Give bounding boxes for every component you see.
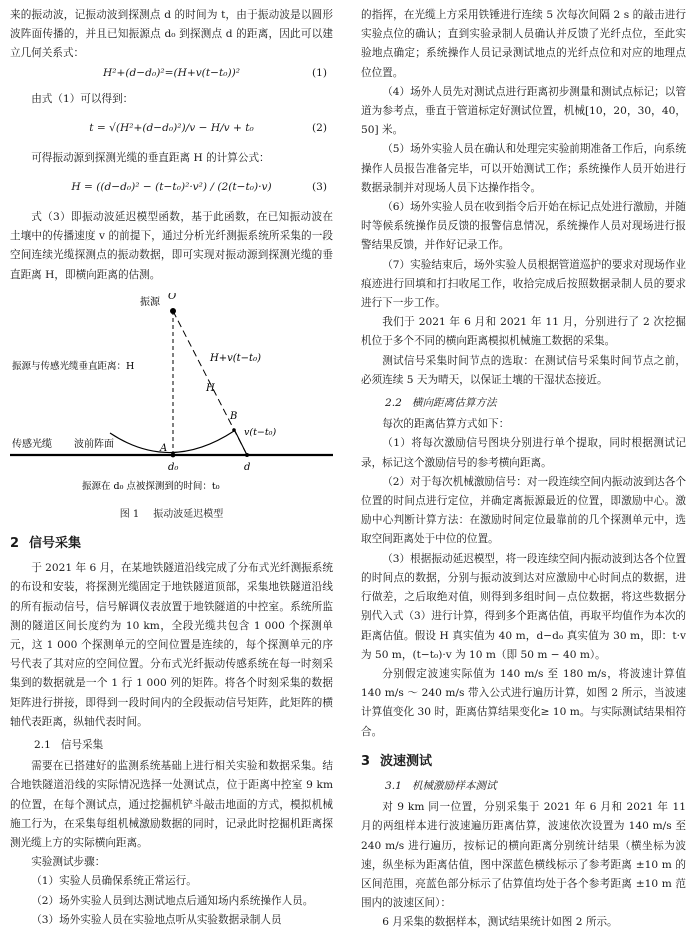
- equation-2-body: t = √(H²+(d−d₀)²)/v − H/v + t₀: [89, 121, 254, 134]
- speed-paragraph: 分别假定波速实际值为 140 m/s 至 180 m/s，将波速计算值 140 m/s ～ 240 m/s 带入公式进行遍历计算，如图 2 所示，当波速计算值变化 30 时，距离估算结果变化≥ 10 m。与实际测试结果相符合。: [361, 667, 686, 738]
- section-2-number: 2: [10, 536, 20, 552]
- timing-paragraph: 测试信号采集时间节点的选取：在测试信号采集时间节点之前，必须连续 5 天为晴天，以保证土壤的干湿状态接近。: [361, 354, 686, 386]
- intro-paragraph: 来的振动波，记振动波到探测点 d 的时间为 t，由于振动波是以圆形波阵面传播的，并且已知振源点 d₀ 到探测点 d 的距离，因此可以建立几何关系式：: [10, 9, 333, 60]
- step-2: （2）场外实验人员到达测试地点后通知场内系统操作人员。: [31, 894, 314, 907]
- figure-1-caption-text: 振动波延迟模型: [153, 508, 224, 520]
- point-a: [171, 452, 176, 457]
- delay-model-diagram: [10, 293, 333, 503]
- step-1: （1）实验人员确保系统正常运行。: [31, 875, 197, 888]
- section-2-paragraph: 于 2021 年 6 月，在某地铁隧道沿线完成了分布式光纤测振系统的布设和安装，将探测光缆固定于地铁隧道顶部，采集地铁隧道沿线的所有振动信号，信号解调仪表放置于地铁隧道的中控室。系统所监测的隧道区间长度约为 10 km，全段光缆共包含 1 000 个探测单元，这 1 000 个探测单元的空间位置是连续的，每个探测单元的序号代表了其对应的空间位置。分布式光纤振动传感系统在每一时刻采集到的数据就是一个 1 行 1 000 列的矩阵。将各个时刻采集的数据矩阵进行拼接，即得到一段时间内的全段振动信号矩阵，此矩阵的横轴代表距离，纵轴代表时间。: [10, 562, 333, 728]
- figure-1-caption-number: 图 1: [119, 508, 140, 520]
- section-2-2-title: 横向距离估算方法: [411, 397, 497, 410]
- source-point: [170, 308, 176, 314]
- collection-paragraph: 我们于 2021 年 6 月和 2021 年 11 月，分别进行了 2 次挖掘机位于多个不同的横向距离模拟机械施工数据的采集。: [361, 316, 686, 348]
- point-d: [245, 453, 249, 457]
- equation-1-number: (1): [311, 66, 327, 79]
- label-o: O: [168, 292, 177, 302]
- eq2-followup: 可得振动源到探测光缆的垂直距离 H 的计算公式：: [31, 151, 270, 164]
- section-3-1-paragraph: 对 9 km 同一位置，分别采集于 2021 年 6 月和 2021 年 11 月的两组样本进行波速遍历距离估算，波速依次设置为 140 m/s 至 240 m/s 进行遍历，按标记的横向距离分别统计结果（横坐标为波速，纵坐标为距离估值，图中深蓝色横线标示了参考距离 ±10 m 的区间范围，亮蓝色部分标示了估算值均处于各个参考距离 ±10 m 范围内的波速区间）：: [361, 801, 686, 910]
- step-5: （5）场外实验人员在确认和处理完实验前期准备工作后，向系统操作人员报告准备完毕，可以开始测试工作；系统操作人员开始进行数据录制并对现场人员下达操作指令。: [361, 143, 686, 194]
- eq1-followup: 由式（1）可以得到：: [31, 92, 134, 105]
- method-2: （2）对于每次机械激励信号：对一段连续空间内振动波到达各个位置的时间点进行定位，并确定离振源最近的位置，即激励中心。激励中心判断计算方法：在激励时间定位最靠前的几个探测单元中，选取空间距离处于中位的位置。: [361, 475, 686, 546]
- section-3-1-heading: [361, 777, 686, 796]
- equation-3-number: (3): [311, 181, 327, 194]
- step-7: （7）实验结束后，场外实验人员根据管道巡护的要求对现场作业痕迹进行回填和打扫收尾工作，收拾完成后按照数据录制人员的要求进行下一步工作。: [361, 258, 686, 310]
- method-1: （1）将每次激励信号图块分别进行单个提取，同时根据测试记录，标记这个激励信号的参考横向距离。: [361, 437, 686, 469]
- figure-1-caption: [10, 505, 333, 524]
- section-2-title: 信号采集: [29, 536, 82, 552]
- left-column: [10, 6, 333, 930]
- equation-2-number: (2): [311, 121, 327, 134]
- label-time: 振源在 d₀ 点被探测到的时间：t₀: [82, 480, 220, 492]
- label-h: H: [206, 382, 215, 394]
- estimate-intro: 每次的距离估算方式如下：: [382, 418, 510, 431]
- section-3-1-number: 3.1: [385, 779, 402, 792]
- label-a: A: [160, 442, 168, 454]
- label-cable: 传感光缆: [12, 438, 52, 450]
- label-vt: v(t−t₀): [244, 426, 277, 438]
- section-2-heading: [10, 534, 333, 553]
- section-2-2-heading: [361, 394, 686, 413]
- section-3-title: 波速测试: [380, 753, 433, 769]
- model-paragraph: 式（3）即振动波延迟模型函数，基于此函数，在已知振动波在土壤中的传播速度 v 的前提下，通过分析光纤测振系统所采集的一段空间连续光缆探测点的振动数据，即可实现对振动源到探测光缆的垂直距离 H，即横向距离的估测。: [10, 211, 333, 281]
- section-3-number: 3: [361, 753, 371, 769]
- step-3-continued: 的指挥，在光缆上方采用铁锤进行连续 5 次每次间隔 2 s 的敲击进行实验点位的确认；直到实验录制人员确认并反馈了光纤点位，至此实验地点确定；系统操作人员记录测试地点的光纤点位和对应的地理点位位置。: [361, 9, 686, 79]
- figure-1: [10, 293, 333, 503]
- method-3: （3）根据振动延迟模型，将一段连续空间内振动波到达各个位置的时间点的数据，分别与振动波到达对应激励中心时间点的数据，进行做差，之后取绝对值，则得到多组时间－点位数据，将这些数据分别代入式（3）进行计算，得到多个距离估值，再取平均值作为本次的距离估值。假设 H 真实值为 40 m，d−d₀ 真实值为 30 m，即：t·v 为 50 m，(t−t₀)·v 为 10 m（即 50 m − 40 m）。: [361, 552, 686, 661]
- equation-1: [10, 64, 333, 90]
- label-vertical-distance: 振源与传感光缆垂直距离：H: [12, 360, 135, 372]
- equation-3-body: H = ((d−d₀)² − (t−t₀)²·v²) / (2(t−t₀)·v): [71, 181, 272, 194]
- step-6: （6）场外实验人员在收到指令后开始在标记点处进行激励，并随时等候系统操作员反馈的报警信息情况，系统操作人员对现场进行报警结果反馈，并作好记录工作。: [361, 201, 686, 252]
- label-source: 振源: [140, 296, 160, 308]
- equation-1-body: H²+(d−d₀)²=(H+v(t−t₀))²: [103, 66, 240, 79]
- june-paragraph: 6 月采集的数据样本，测试结果统计如图 2 所示。: [382, 916, 618, 929]
- section-3-1-title: 机械激励样本测试: [411, 779, 497, 792]
- label-d: d: [244, 461, 251, 473]
- step-4: （4）场外人员先对测试点进行距离初步测量和测试点标记；以管道为参考点，垂直于管道标定好测试位置，机械[10，20，30，40，50] 米。: [361, 85, 686, 137]
- section-2-1-heading: [10, 736, 333, 755]
- step-3: （3）场外实验人员在实验地点听从实验数据录制人员: [31, 913, 282, 926]
- label-wavefront: 波前阵面: [74, 438, 114, 450]
- label-hvt: H+v(t−t₀): [210, 352, 261, 364]
- steps-title: 实验测试步骤：: [31, 856, 106, 869]
- label-d0: d₀: [168, 461, 179, 473]
- equation-3: [10, 168, 333, 208]
- right-column: [361, 6, 686, 933]
- section-2-1-title: 信号采集: [60, 739, 104, 752]
- section-2-2-number: 2.2: [385, 397, 402, 410]
- section-3-heading: [361, 752, 686, 771]
- section-2-1-number: 2.1: [34, 739, 51, 752]
- point-b: [232, 428, 236, 432]
- section-2-1-paragraph: 需要在已搭建好的监测系统基础上进行相关实验和数据采集。结合地铁隧道沿线的实际情况选择一处测试点，位于距离中控室 9 km 的位置，在每个测试点，通过挖掘机铲斗敲击地面的方式，模拟机械施工行为，在采集每组机械激励数据的同时，记录此时挖掘机距离探测光缆上方的实际横向距离。: [10, 760, 333, 850]
- equation-2: [10, 109, 333, 149]
- wavefront-arc: [110, 431, 234, 453]
- label-b: B: [230, 410, 238, 422]
